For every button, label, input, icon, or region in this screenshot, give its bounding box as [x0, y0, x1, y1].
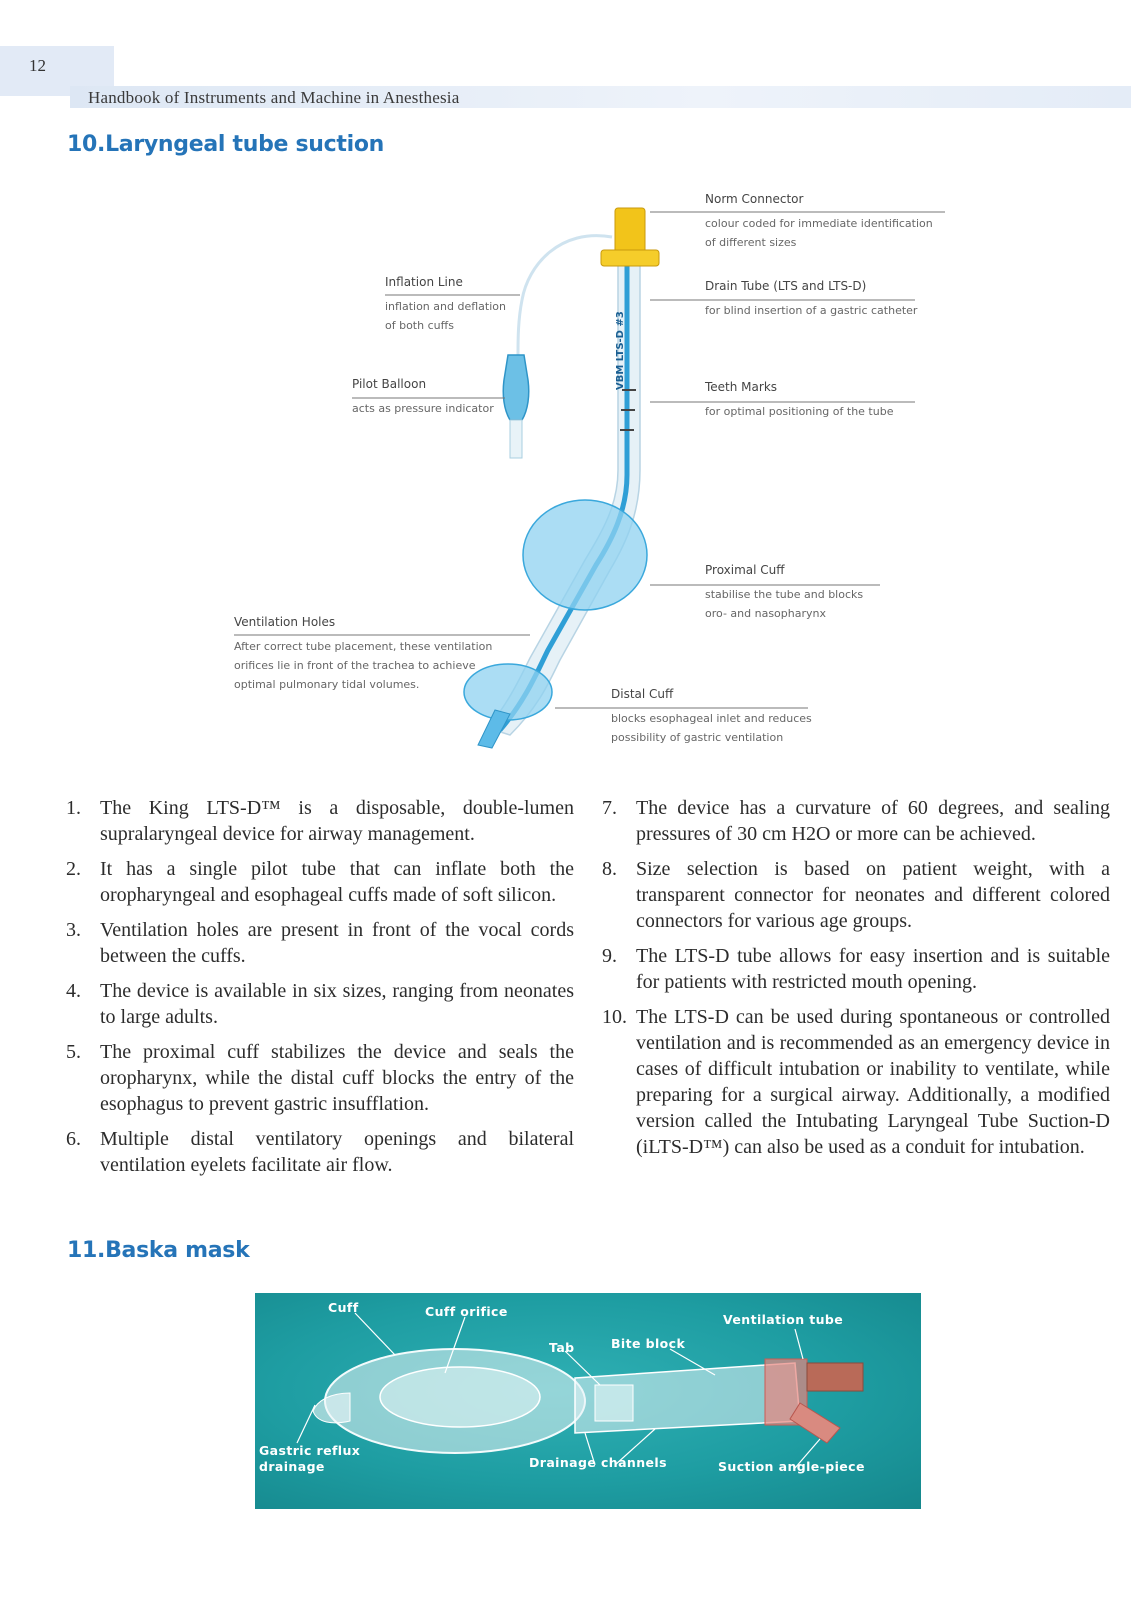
list-item: 3. Ventilation holes are present in front of the vocal cords between the cuffs.: [66, 919, 574, 967]
callout-teeth-marks: [705, 380, 925, 421]
suction-angle-piece-shape: [790, 1403, 840, 1443]
inflation-line-shape: [518, 236, 612, 355]
list-item: 10. The LTS-D can be used during spontaneous or controlled ventilation and is recommended as an emergency device in cases of difficult intubation or inability to ventilate, while preparing for a surgical airway. Additionally, a modified version called the Intubating Laryngeal Tube Suction-D (iLTS-D™) can also be used as a conduit for intubation.: [602, 1006, 1110, 1158]
running-head: Handbook of Instruments and Machine in Anesthesia: [88, 88, 460, 107]
callout-desc: inflation and deflation: [385, 300, 506, 313]
callout-norm-connector: [705, 192, 945, 252]
page-number: 12: [0, 46, 114, 96]
list-item: 4. The device is available in six sizes, ranging from neonates to large adults.: [66, 980, 574, 1028]
label-ventilation-tube: Ventilation tube: [723, 1312, 844, 1327]
label-cuff-orifice: Cuff orifice: [425, 1304, 508, 1319]
feature-list-left: [66, 795, 574, 1187]
label-suction-angle-piece: Suction angle-piece: [718, 1459, 865, 1474]
callout-pilot-balloon: [352, 377, 502, 418]
proximal-cuff-shape: [523, 500, 647, 610]
label-cuff: Cuff: [328, 1300, 359, 1315]
callout-title: Pilot Balloon: [352, 377, 427, 391]
laryngeal-tube-figure: [0, 180, 1131, 770]
pilot-valve-shape: [510, 420, 522, 458]
section-title-baska-mask: 11.Baska mask: [67, 1238, 250, 1263]
callout-desc: of both cuffs: [385, 319, 454, 332]
tab-shape: [595, 1385, 633, 1421]
callout-drain-tube: [705, 279, 925, 320]
callout-title: Distal Cuff: [611, 687, 674, 701]
pilot-balloon-shape: [503, 355, 529, 420]
callout-desc: After correct tube placement, these ventilation: [234, 640, 493, 653]
callout-proximal-cuff: [705, 563, 885, 623]
list-item: 8. Size selection is based on patient weight, with a transparent connector for neonates and different colored connectors for various age groups.: [602, 858, 1110, 932]
callout-title: Norm Connector: [705, 192, 804, 206]
label-gastric-reflux: [259, 1443, 360, 1475]
callout-desc: orifices lie in front of the trachea to achieve: [234, 659, 476, 672]
callout-desc: oro- and nasopharynx: [705, 607, 826, 620]
callout-inflation-line: [385, 275, 525, 335]
list-item: 1. The King LTS-D™ is a disposable, double-lumen supralaryngeal device for airway management.: [66, 797, 574, 845]
tube-print-text: VBM LTS-D #3: [615, 311, 626, 390]
label-line: [297, 1405, 315, 1443]
norm-connector-flange: [601, 250, 659, 266]
callout-desc: acts as pressure indicator: [352, 402, 494, 415]
baska-mask-photo: [255, 1293, 921, 1509]
laryngeal-tube-illustration: [0, 180, 1131, 770]
label-bite-block: Bite block: [611, 1336, 686, 1351]
section-title-laryngeal-tube: 10.Laryngeal tube suction: [67, 132, 385, 157]
callout-title: Ventilation Holes: [234, 615, 336, 629]
label-line: [355, 1313, 395, 1355]
list-item: 2. It has a single pilot tube that can inflate both the oropharyngeal and esophageal cuffs made of soft silicon.: [66, 858, 574, 906]
callout-title: Teeth Marks: [705, 380, 778, 394]
callout-desc: optimal pulmonary tidal volumes.: [234, 678, 420, 691]
list-item: 9. The LTS-D tube allows for easy insertion and is suitable for patients with restricted mouth opening.: [602, 945, 1110, 993]
callout-desc: of different sizes: [705, 236, 797, 249]
ventilation-tube-end: [807, 1363, 863, 1391]
list-item: 5. The proximal cuff stabilizes the device and seals the oropharynx, while the distal cuff blocks the entry of the esophagus to prevent gastric insufflation.: [66, 1041, 574, 1115]
callout-title: Inflation Line: [385, 275, 463, 289]
callout-desc: for optimal positioning of the tube: [705, 405, 894, 418]
callout-desc: for blind insertion of a gastric catheter: [705, 304, 918, 317]
feature-list-right: [602, 795, 1110, 1169]
mask-tip-shape: [313, 1393, 350, 1423]
callout-ventilation-holes: [234, 615, 524, 694]
callout-title: Drain Tube (LTS and LTS-D): [705, 279, 867, 293]
label-drainage-channels: Drainage channels: [529, 1455, 667, 1470]
callout-desc: colour coded for immediate identification: [705, 217, 933, 230]
label-line: [795, 1329, 803, 1359]
cuff-orifice-shape: [380, 1367, 540, 1427]
callout-title: Proximal Cuff: [705, 563, 785, 577]
label-tab: Tab: [549, 1340, 575, 1355]
list-item: 7. The device has a curvature of 60 degrees, and sealing pressures of 30 cm H2O or more can be achieved.: [602, 797, 1110, 845]
callout-desc: stabilise the tube and blocks: [705, 588, 864, 601]
callout-distal-cuff: [611, 687, 831, 747]
list-item: 6. Multiple distal ventilatory openings and bilateral ventilation eyelets facilitate air flow.: [66, 1128, 574, 1176]
label-line-1: Gastric reflux: [259, 1443, 361, 1458]
label-line-2: drainage: [259, 1459, 325, 1474]
callout-desc: possibility of gastric ventilation: [611, 731, 784, 744]
callout-desc: blocks esophageal inlet and reduces: [611, 712, 812, 725]
